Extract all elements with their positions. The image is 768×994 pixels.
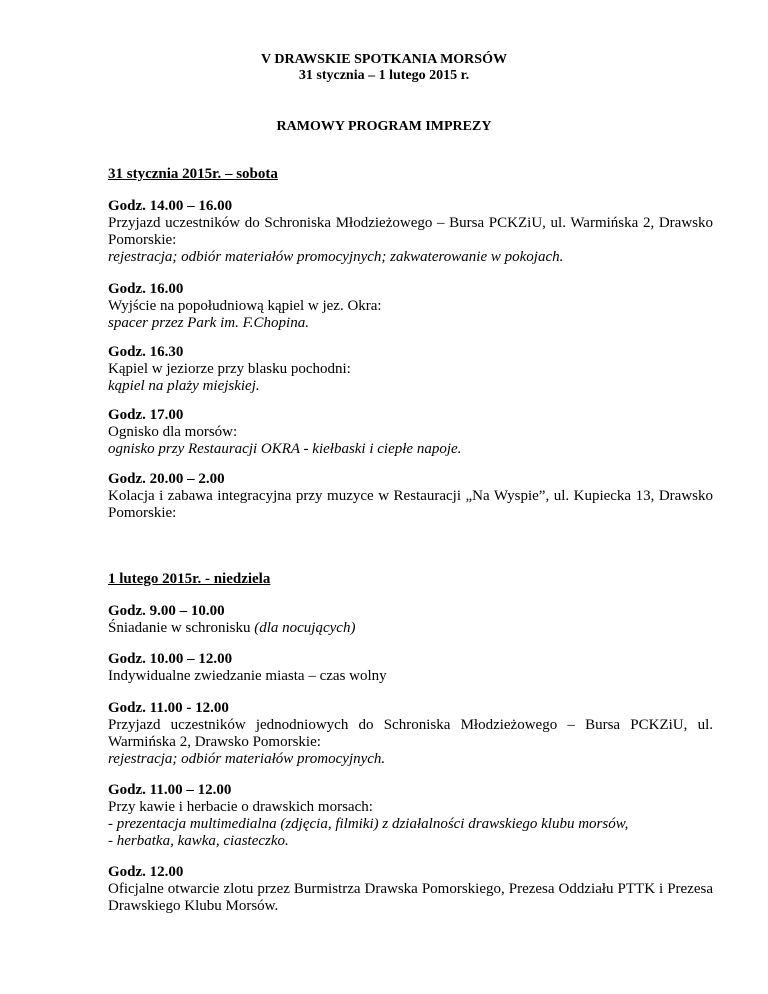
entry-description: Kąpiel w jeziorze przy blasku pochodni: — [108, 361, 351, 377]
entry-description: Przyjazd uczestników do Schroniska Młodzieżowego – Bursa PCKZiU, ul. Warmińska 2, Drawsko Pomorskie: — [108, 215, 713, 248]
entry-note: rejestracja; odbiór materiałów promocyjnych. — [108, 751, 386, 767]
entry-time: Godz. 17.00 — [108, 407, 184, 423]
entry-time: Godz. 9.00 – 10.00 — [108, 603, 225, 619]
event-dates: 31 stycznia – 1 lutego 2015 r. — [298, 68, 470, 83]
schedule-entry — [108, 407, 713, 458]
entry-note: - prezentacja multimedialna (zdjęcia, filmiki) z działalności drawskiego klubu morsów, — [108, 816, 629, 832]
entry-description: Ognisko dla morsów: — [108, 424, 238, 440]
entry-description-text: Śniadanie w schronisku — [108, 620, 255, 636]
program-title: RAMOWY PROGRAM IMPREZY — [276, 119, 492, 134]
entry-description: Oficjalne otwarcie zlotu przez Burmistrza Drawska Pomorskiego, Prezesa Oddziału PTTK i Prezesa Drawskiego Klubu Morsów. — [108, 881, 713, 914]
schedule-entry — [108, 471, 713, 522]
entry-time: Godz. 20.00 – 2.00 — [108, 471, 225, 487]
entry-description-italic: (dla nocujących) — [254, 620, 356, 636]
schedule-entry — [108, 603, 713, 637]
entry-note: spacer przez Park im. F.Chopina. — [108, 315, 309, 331]
entry-description: Przyjazd uczestników jednodniowych do Schroniska Młodzieżowego – Bursa PCKZiU, ul. Warmińska 2, Drawsko Pomorskie: — [108, 717, 713, 750]
entry-time: Godz. 16.00 — [108, 281, 184, 297]
schedule-entry — [108, 700, 713, 768]
schedule-entry — [108, 782, 713, 850]
schedule-entry — [108, 651, 713, 685]
entry-time: Godz. 14.00 – 16.00 — [108, 198, 233, 214]
entry-time: Godz. 11.00 - 12.00 — [108, 700, 229, 716]
schedule-entry — [108, 864, 713, 915]
entry-note: - herbatka, kawka, ciasteczko. — [108, 833, 289, 849]
schedule-entry — [108, 198, 713, 266]
day1-heading: 31 stycznia 2015r. – sobota — [108, 166, 278, 182]
day2-heading: 1 lutego 2015r. - niedziela — [108, 571, 271, 587]
entry-note: rejestracja; odbiór materiałów promocyjnych; zakwaterowanie w pokojach. — [108, 249, 564, 265]
schedule-entry — [108, 344, 713, 395]
entry-note: kąpiel na plaży miejskiej. — [108, 378, 260, 394]
entry-time: Godz. 11.00 – 12.00 — [108, 782, 232, 798]
entry-note: ognisko przy Restauracji OKRA - kiełbaski i ciepłe napoje. — [108, 441, 462, 457]
entry-description: Przy kawie i herbacie o drawskich morsach: — [108, 799, 373, 815]
entry-description — [108, 620, 713, 637]
entry-time: Godz. 10.00 – 12.00 — [108, 651, 233, 667]
schedule-entry — [108, 281, 713, 332]
event-title: V DRAWSKIE SPOTKANIA MORSÓW — [261, 52, 507, 67]
entry-description: Indywidualne zwiedzanie miasta – czas wolny — [108, 668, 387, 684]
entry-time: Godz. 12.00 — [108, 864, 184, 880]
entry-description: Kolacja i zabawa integracyjna przy muzyce w Restauracji „Na Wyspie”, ul. Kupiecka 13, Drawsko Pomorskie: — [108, 488, 713, 521]
entry-time: Godz. 16.30 — [108, 344, 184, 360]
entry-description: Wyjście na popołudniową kąpiel w jez. Okra: — [108, 298, 382, 314]
